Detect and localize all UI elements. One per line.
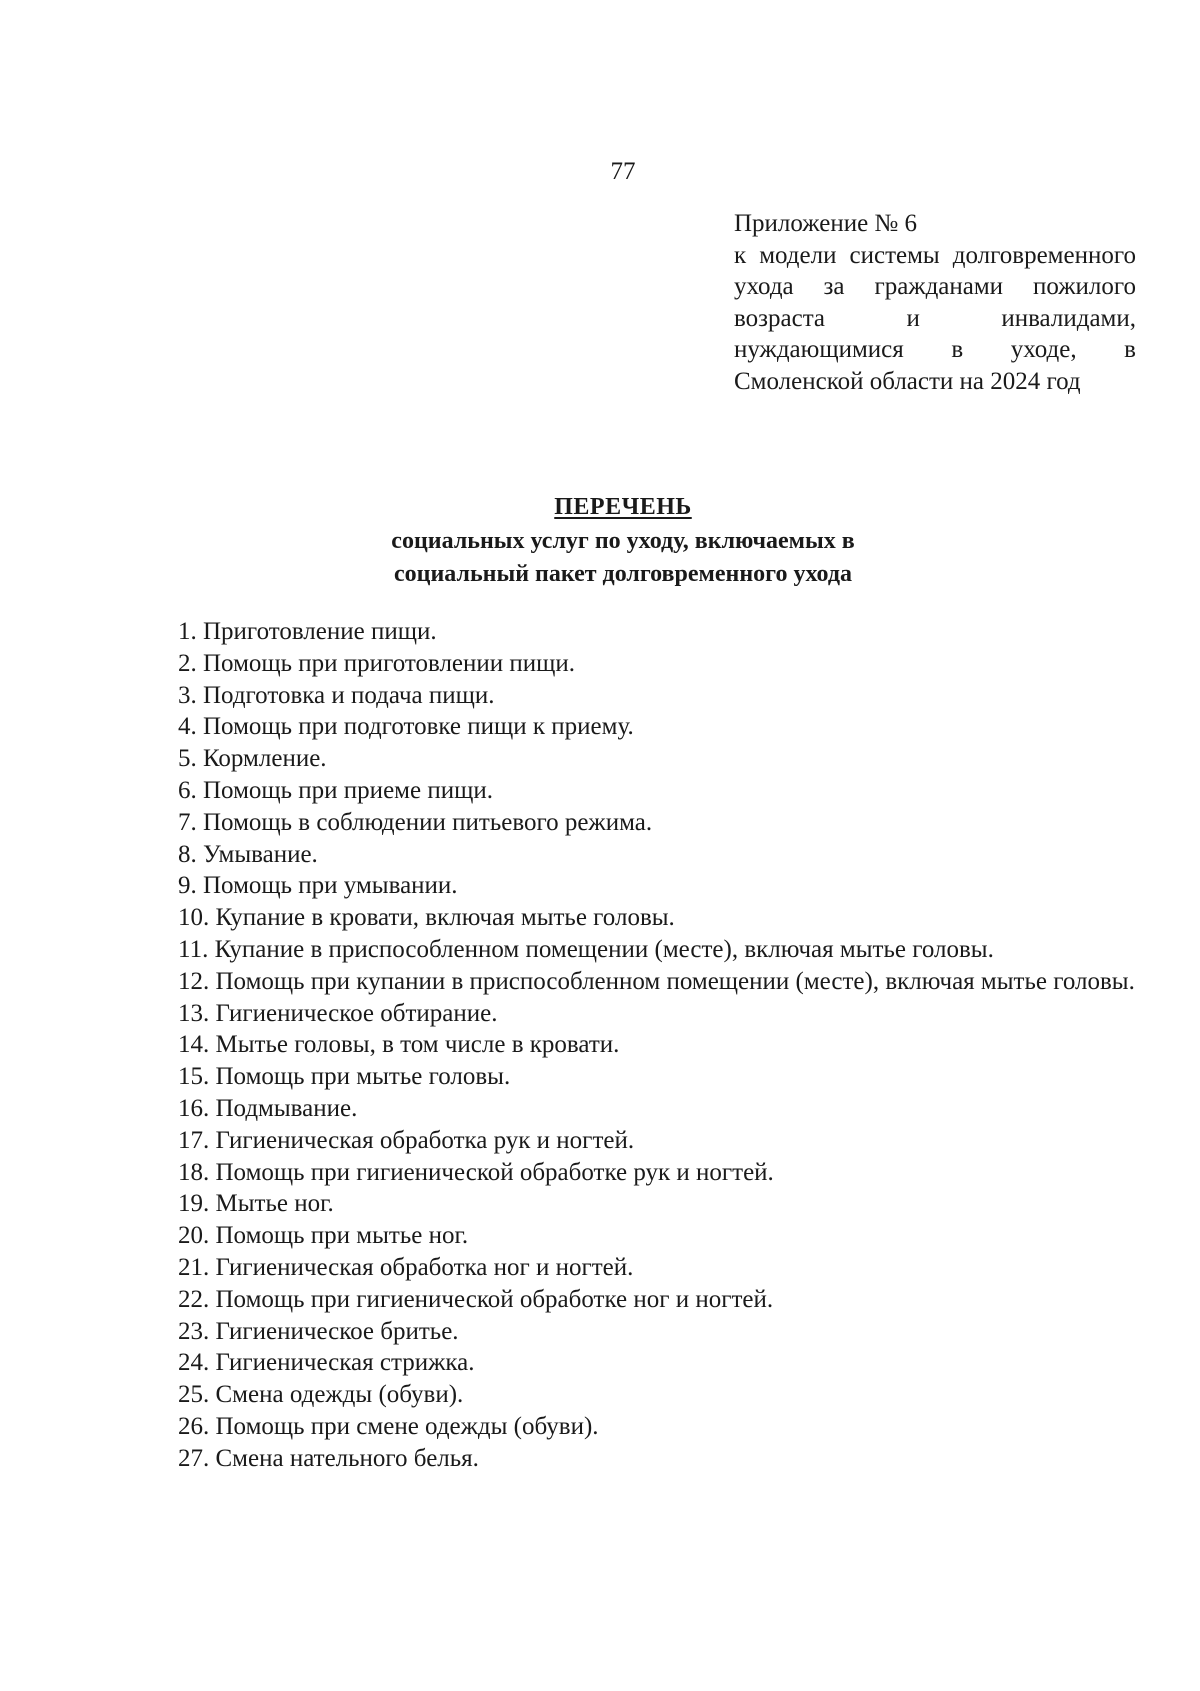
list-item: 14. Мытье головы, в том числе в кровати. [178, 1031, 620, 1059]
list-item: 23. Гигиеническое бритье. [178, 1317, 459, 1345]
list-item: 20. Помощь при мытье ног. [178, 1222, 469, 1250]
services-list [110, 616, 1140, 1475]
list-item: 2. Помощь при приготовлении пищи. [178, 649, 576, 677]
list-item: 17. Гигиеническая обработка рук и ногтей. [178, 1126, 635, 1154]
list-item: 18. Помощь при гигиенической обработке рук и ногтей. [178, 1158, 774, 1186]
list-item: 4. Помощь при подготовке пищи к приему. [178, 713, 634, 741]
annex-block [734, 208, 1136, 397]
heading-subtitle-line-1: социальных услуг по уходу, включаемых в [391, 528, 855, 554]
heading-subtitle-line-2: социальный пакет долговременного ухода [393, 561, 852, 587]
list-item: 5. Кормление. [178, 745, 327, 773]
list-item: 15. Помощь при мытье головы. [178, 1063, 511, 1091]
list-item: 24. Гигиеническая стрижка. [178, 1349, 475, 1377]
annex-title: Приложение № 6 [734, 210, 918, 237]
list-item: 21. Гигиеническая обработка ног и ногтей. [178, 1253, 634, 1281]
list-item: 13. Гигиеническое обтирание. [178, 999, 498, 1027]
list-item: 26. Помощь при смене одежды (обуви). [178, 1412, 599, 1440]
list-item: 19. Мытье ног. [178, 1190, 334, 1218]
list-item: 11. Купание в приспособленном помещении (месте), включая мытье головы. [178, 935, 994, 963]
list-item: 9. Помощь при умывании. [178, 872, 458, 900]
document-heading [0, 494, 1200, 591]
annex-body: к модели системы долговременного ухода за гражданами пожилого возраста и инвалидами, нуждающимися в уходе, в Смоленской области на 2024 год [734, 241, 1136, 395]
page-number: 77 [610, 158, 636, 185]
list-item: 16. Подмывание. [178, 1094, 358, 1122]
list-item: 22. Помощь при гигиенической обработке ног и ногтей. [178, 1285, 774, 1313]
list-item: 6. Помощь при приеме пищи. [178, 776, 493, 804]
list-item: 7. Помощь в соблюдении питьевого режима. [178, 808, 653, 836]
list-item: 1. Приготовление пищи. [178, 618, 437, 645]
list-item: 12. Помощь при купании в приспособленном помещении (месте), включая мытье головы. [178, 967, 1135, 995]
list-item: 3. Подготовка и подача пищи. [178, 681, 495, 709]
list-item: 10. Купание в кровати, включая мытье головы. [178, 904, 675, 932]
heading-title: ПЕРЕЧЕНЬ [554, 494, 692, 520]
list-item: 25. Смена одежды (обуви). [178, 1381, 464, 1409]
list-item: 8. Умывание. [178, 840, 318, 868]
list-item: 27. Смена нательного белья. [178, 1444, 479, 1472]
